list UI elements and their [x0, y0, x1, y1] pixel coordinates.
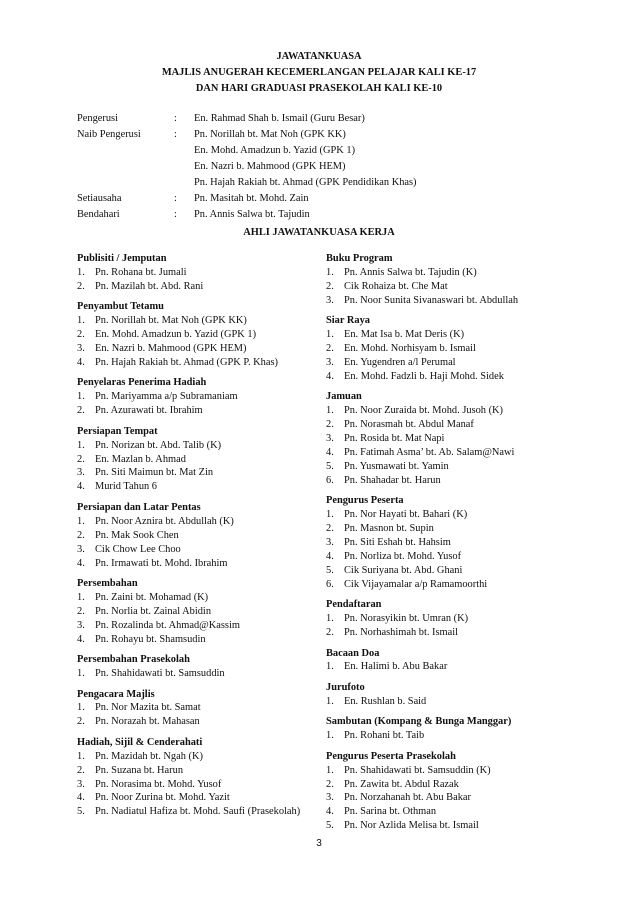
list-number: 3. — [326, 792, 334, 804]
member-name: Pn. Nor Mazita bt. Samat — [95, 702, 201, 714]
list-item — [77, 591, 322, 605]
list-item — [77, 314, 322, 328]
committee-group — [326, 494, 556, 591]
group-title: Pengurus Peserta Prasekolah — [326, 750, 456, 762]
member-name: Pn. Yusmawati bt. Yamin — [344, 460, 449, 472]
group-title: Pendaftaran — [326, 599, 382, 611]
list-number: 4. — [326, 446, 334, 458]
committee-role: Setiausaha — [77, 193, 122, 204]
list-number: 2. — [77, 405, 85, 417]
list-item — [77, 764, 322, 778]
list-item — [326, 626, 556, 640]
list-number: 1. — [326, 730, 334, 742]
list-item — [326, 432, 556, 446]
list-item — [77, 480, 322, 494]
list-item — [326, 819, 556, 833]
list-number: 1. — [326, 613, 334, 625]
list-item — [326, 294, 556, 308]
list-number: 2. — [77, 280, 85, 292]
list-number: 4. — [77, 557, 85, 569]
list-number: 4. — [77, 792, 85, 804]
committee-member: Pn. Hajah Rakiah bt. Ahmad (GPK Pendidikan Khas) — [194, 177, 417, 188]
list-number: 1. — [77, 315, 85, 327]
member-name: Pn. Sarina bt. Othman — [344, 806, 437, 818]
committee-group — [326, 647, 556, 675]
list-item — [77, 557, 322, 571]
member-name: Pn. Fatimah Asma’ bt. Ab. Salam@Nawi — [344, 446, 515, 458]
list-item — [326, 778, 556, 792]
list-number: 1. — [77, 515, 85, 527]
committee-group — [326, 750, 556, 833]
member-name: En. Mohd. Norhisyam b. Ismail — [344, 343, 476, 355]
list-item — [77, 619, 322, 633]
list-item — [77, 805, 322, 819]
committee-group — [77, 653, 322, 681]
member-name: Pn. Rosida bt. Mat Napi — [344, 433, 445, 445]
group-title: Siar Raya — [326, 315, 370, 327]
list-number: 2. — [77, 764, 85, 776]
committee-group — [326, 390, 556, 487]
list-item — [77, 356, 322, 370]
working-committee-title: AHLI JAWATANKUASA KERJA — [243, 227, 395, 238]
list-number: 6. — [326, 474, 334, 486]
list-item — [77, 390, 322, 404]
member-name: Murid Tahun 6 — [95, 481, 157, 493]
list-item — [326, 764, 556, 778]
list-number: 3. — [326, 356, 334, 368]
list-item — [77, 266, 322, 280]
member-name: Pn. Norasyikin bt. Umran (K) — [344, 613, 469, 625]
list-item — [326, 729, 556, 743]
member-name: Pn. Norasmah bt. Abdul Manaf — [344, 419, 474, 431]
group-title: Penyambut Tetamu — [77, 301, 164, 313]
list-number: 3. — [77, 543, 85, 555]
committee-member: Pn. Masitah bt. Mohd. Zain — [194, 193, 309, 204]
member-name: Pn. Irmawati bt. Mohd. Ibrahim — [95, 557, 228, 569]
member-name: En. Mohd. Fadzli b. Haji Mohd. Sidek — [344, 370, 504, 382]
list-item — [326, 446, 556, 460]
list-number: 1. — [326, 329, 334, 341]
list-item — [77, 701, 322, 715]
member-name: Pn. Siti Maimun bt. Mat Zin — [95, 467, 214, 479]
member-name: Pn. Norillah bt. Mat Noh (GPK KK) — [95, 315, 247, 327]
list-item — [326, 564, 556, 578]
committee-group — [77, 300, 322, 370]
list-number: 1. — [77, 702, 85, 714]
list-number: 1. — [326, 695, 334, 707]
right-column — [326, 252, 556, 840]
list-item — [326, 522, 556, 536]
committee-group — [77, 376, 322, 418]
list-item — [326, 328, 556, 342]
list-item — [326, 695, 556, 709]
list-number: 4. — [77, 633, 85, 645]
group-title: Pengacara Majlis — [77, 688, 155, 700]
list-number: 2. — [326, 343, 334, 355]
member-name: Pn. Norzahanah bt. Abu Bakar — [344, 792, 471, 804]
header-subevent: DAN HARI GRADUASI PRASEKOLAH KALI KE-10 — [195, 83, 443, 94]
list-item — [77, 791, 322, 805]
list-item — [326, 612, 556, 626]
list-item — [77, 715, 322, 729]
member-name: En. Rushlan b. Said — [344, 695, 427, 707]
member-name: En. Mat Isa b. Mat Deris (K) — [344, 329, 465, 341]
list-number: 3. — [326, 294, 334, 306]
member-name: Pn. Siti Eshah bt. Hahsim — [344, 537, 451, 548]
list-number: 1. — [77, 591, 85, 603]
list-number: 5. — [326, 460, 334, 472]
list-number: 1. — [77, 266, 85, 278]
list-number: 1. — [77, 750, 85, 762]
member-name: Pn. Norazah bt. Mahasan — [95, 716, 200, 728]
list-item — [326, 791, 556, 805]
list-item — [77, 605, 322, 619]
list-number: 4. — [77, 356, 85, 368]
group-title: Persembahan Prasekolah — [77, 654, 190, 666]
group-title: Buku Program — [326, 253, 393, 264]
group-title: Persiapan Tempat — [77, 425, 158, 437]
list-number: 2. — [326, 280, 334, 292]
list-number: 1. — [77, 668, 85, 680]
member-name: Pn. Noor Zurina bt. Mohd. Yazit — [95, 792, 230, 804]
group-title: Penyelaras Penerima Hadiah — [77, 377, 207, 389]
list-item — [326, 356, 556, 370]
member-name: Pn. Nadiatul Hafiza bt. Mohd. Saufi (Prasekolah) — [95, 806, 301, 818]
list-item — [326, 280, 556, 294]
list-number: 3. — [326, 537, 334, 548]
list-item — [77, 667, 322, 681]
list-number: 1. — [77, 391, 85, 403]
member-name: Pn. Norlia bt. Zainal Abidin — [95, 605, 212, 617]
member-name: Pn. Zaini bt. Mohamad (K) — [95, 591, 209, 603]
list-number: 2. — [77, 529, 85, 541]
member-name: Pn. Rohayu bt. Shamsudin — [95, 633, 206, 645]
list-number: 1. — [326, 661, 334, 673]
member-name: Pn. Mariyamma a/p Subramaniam — [95, 391, 238, 403]
list-number: 2. — [77, 605, 85, 617]
list-item — [77, 466, 322, 480]
list-number: 3. — [77, 778, 85, 790]
member-name: Pn. Norhashimah bt. Ismail — [344, 627, 458, 639]
list-item — [77, 328, 322, 342]
member-name: En. Mohd. Amadzun b. Yazid (GPK 1) — [95, 329, 257, 341]
member-name: Pn. Shahadar bt. Harun — [344, 474, 441, 486]
member-name: Pn. Noor Zuraida bt. Mohd. Jusoh (K) — [344, 405, 504, 417]
list-item — [326, 578, 556, 592]
member-name: Pn. Zawita bt. Abdul Razak — [344, 778, 459, 790]
committee-member: Pn. Norillah bt. Mat Noh (GPK KK) — [194, 129, 346, 140]
list-item — [77, 778, 322, 792]
list-item — [77, 750, 322, 764]
member-name: Pn. Noor Aznira bt. Abdullah (K) — [95, 515, 234, 527]
committee-group — [326, 252, 556, 308]
page-number: 3 — [316, 838, 322, 849]
committee-colon: : — [174, 209, 177, 220]
committee-group — [77, 688, 322, 730]
member-name: Cik Vijayamalar a/p Ramamoorthi — [344, 578, 488, 590]
committee-colon: : — [174, 129, 177, 140]
member-name: Pn. Rohani bt. Taib — [344, 730, 425, 742]
member-name: Pn. Shahidawati bt. Samsuddin (K) — [344, 764, 491, 776]
list-item — [77, 515, 322, 529]
committee-group — [77, 501, 322, 571]
member-name: Pn. Mazilah bt. Abd. Rani — [95, 280, 204, 292]
list-item — [77, 280, 322, 294]
member-name: Cik Chow Lee Choo — [95, 543, 181, 555]
list-number: 1. — [77, 439, 85, 451]
member-name: En. Yugendren a/l Perumal — [344, 356, 456, 368]
list-item — [326, 460, 556, 474]
list-number: 5. — [326, 564, 334, 576]
group-title: Persiapan dan Latar Pentas — [77, 501, 201, 513]
list-item — [77, 543, 322, 557]
committee-group — [326, 598, 556, 640]
member-name: En. Mazlan b. Ahmad — [95, 453, 186, 465]
list-number: 3. — [77, 343, 85, 355]
group-title: Pengurus Peserta — [326, 495, 404, 507]
member-name: Pn. Rozalinda bt. Ahmad@Kassim — [95, 619, 240, 631]
left-column — [77, 252, 322, 826]
list-item — [326, 266, 556, 280]
list-number: 4. — [326, 806, 334, 818]
group-title: Jamuan — [326, 391, 362, 403]
committee-group — [77, 252, 322, 294]
member-name: Pn. Annis Salwa bt. Tajudin (K) — [344, 266, 477, 278]
group-title: Sambutan (Kompang & Bunga Manggar) — [326, 716, 512, 728]
member-name: Pn. Norizan bt. Abd. Talib (K) — [95, 439, 222, 451]
list-item — [326, 418, 556, 432]
committee-group — [77, 577, 322, 647]
list-number: 1. — [326, 764, 334, 776]
group-title: Hadiah, Sijil & Cenderahati — [77, 736, 203, 748]
member-name: Pn. Shahidawati bt. Samsuddin — [95, 668, 225, 680]
list-number: 5. — [77, 806, 85, 818]
list-item — [326, 404, 556, 418]
list-item — [326, 370, 556, 384]
group-title: Bacaan Doa — [326, 647, 380, 659]
list-item — [77, 439, 322, 453]
committee-role: Bendahari — [77, 209, 120, 220]
list-number: 3. — [77, 467, 85, 479]
list-number: 4. — [326, 550, 334, 562]
list-item — [77, 342, 322, 356]
header-event: MAJLIS ANUGERAH KECEMERLANGAN PELAJAR KALI KE-17 — [161, 67, 477, 78]
committee-member: En. Mohd. Amadzun b. Yazid (GPK 1) — [194, 145, 356, 156]
member-name: Pn. Nor Azlida Melisa bt. Ismail — [344, 820, 479, 832]
committee-group — [77, 736, 322, 819]
list-item — [77, 529, 322, 543]
member-name: Pn. Mazidah bt. Ngah (K) — [95, 750, 203, 762]
committee-role: Pengerusi — [77, 113, 118, 124]
list-item — [326, 508, 556, 522]
member-name: Cik Suriyana bt. Abd. Ghani — [344, 564, 463, 576]
member-name: Pn. Hajah Rakiah bt. Ahmad (GPK P. Khas) — [95, 356, 278, 368]
member-name: Pn. Norasima bt. Mohd. Yusof — [95, 778, 222, 790]
committee-colon: : — [174, 113, 177, 124]
member-name: Pn. Norliza bt. Mohd. Yusof — [344, 550, 462, 562]
group-title: Publisiti / Jemputan — [77, 253, 167, 264]
list-number: 1. — [326, 509, 334, 521]
committee-colon: : — [174, 193, 177, 204]
list-item — [77, 404, 322, 418]
list-item — [326, 660, 556, 674]
list-number: 6. — [326, 578, 334, 590]
list-item — [77, 633, 322, 647]
committee-group — [326, 314, 556, 384]
committee-member: En. Nazri b. Mahmood (GPK HEM) — [194, 161, 346, 172]
list-number: 2. — [326, 627, 334, 639]
list-number: 2. — [77, 716, 85, 728]
committee-member: En. Rahmad Shah b. Ismail (Guru Besar) — [194, 113, 365, 124]
list-number: 1. — [326, 405, 334, 417]
list-number: 3. — [326, 433, 334, 445]
list-number: 3. — [77, 619, 85, 631]
member-name: Pn. Mak Sook Chen — [95, 529, 179, 541]
list-item — [326, 474, 556, 488]
member-name: Pn. Masnon bt. Supin — [344, 523, 434, 535]
list-number: 1. — [326, 266, 334, 278]
committee-role: Naib Pengerusi — [77, 129, 141, 140]
member-name: En. Nazri b. Mahmood (GPK HEM) — [95, 343, 247, 355]
member-name: Pn. Azurawati bt. Ibrahim — [95, 405, 203, 417]
list-number: 5. — [326, 820, 334, 832]
list-number: 4. — [326, 370, 334, 382]
member-name: Pn. Suzana bt. Harun — [95, 764, 184, 776]
list-number: 2. — [77, 453, 85, 465]
header-title: JAWATANKUASA — [276, 51, 362, 62]
list-number: 2. — [326, 523, 334, 535]
list-item — [326, 550, 556, 564]
list-item — [326, 536, 556, 550]
committee-member: Pn. Annis Salwa bt. Tajudin — [194, 209, 310, 220]
member-name: En. Halimi b. Abu Bakar — [344, 661, 448, 673]
committee-group — [77, 425, 322, 495]
member-name: Pn. Nor Hayati bt. Bahari (K) — [344, 509, 468, 521]
list-item — [326, 805, 556, 819]
list-number: 2. — [326, 778, 334, 790]
list-number: 2. — [77, 329, 85, 341]
group-title: Jurufoto — [326, 681, 365, 693]
member-name: Pn. Noor Sunita Sivanaswari bt. Abdullah — [344, 294, 519, 306]
list-number: 2. — [326, 419, 334, 431]
list-item — [326, 342, 556, 356]
list-number: 4. — [77, 481, 85, 493]
member-name: Cik Rohaiza bt. Che Mat — [344, 280, 448, 292]
committee-group — [326, 715, 556, 743]
group-title: Persembahan — [77, 578, 138, 589]
member-name: Pn. Rohana bt. Jumali — [95, 266, 187, 278]
committee-group — [326, 681, 556, 709]
list-item — [77, 453, 322, 467]
